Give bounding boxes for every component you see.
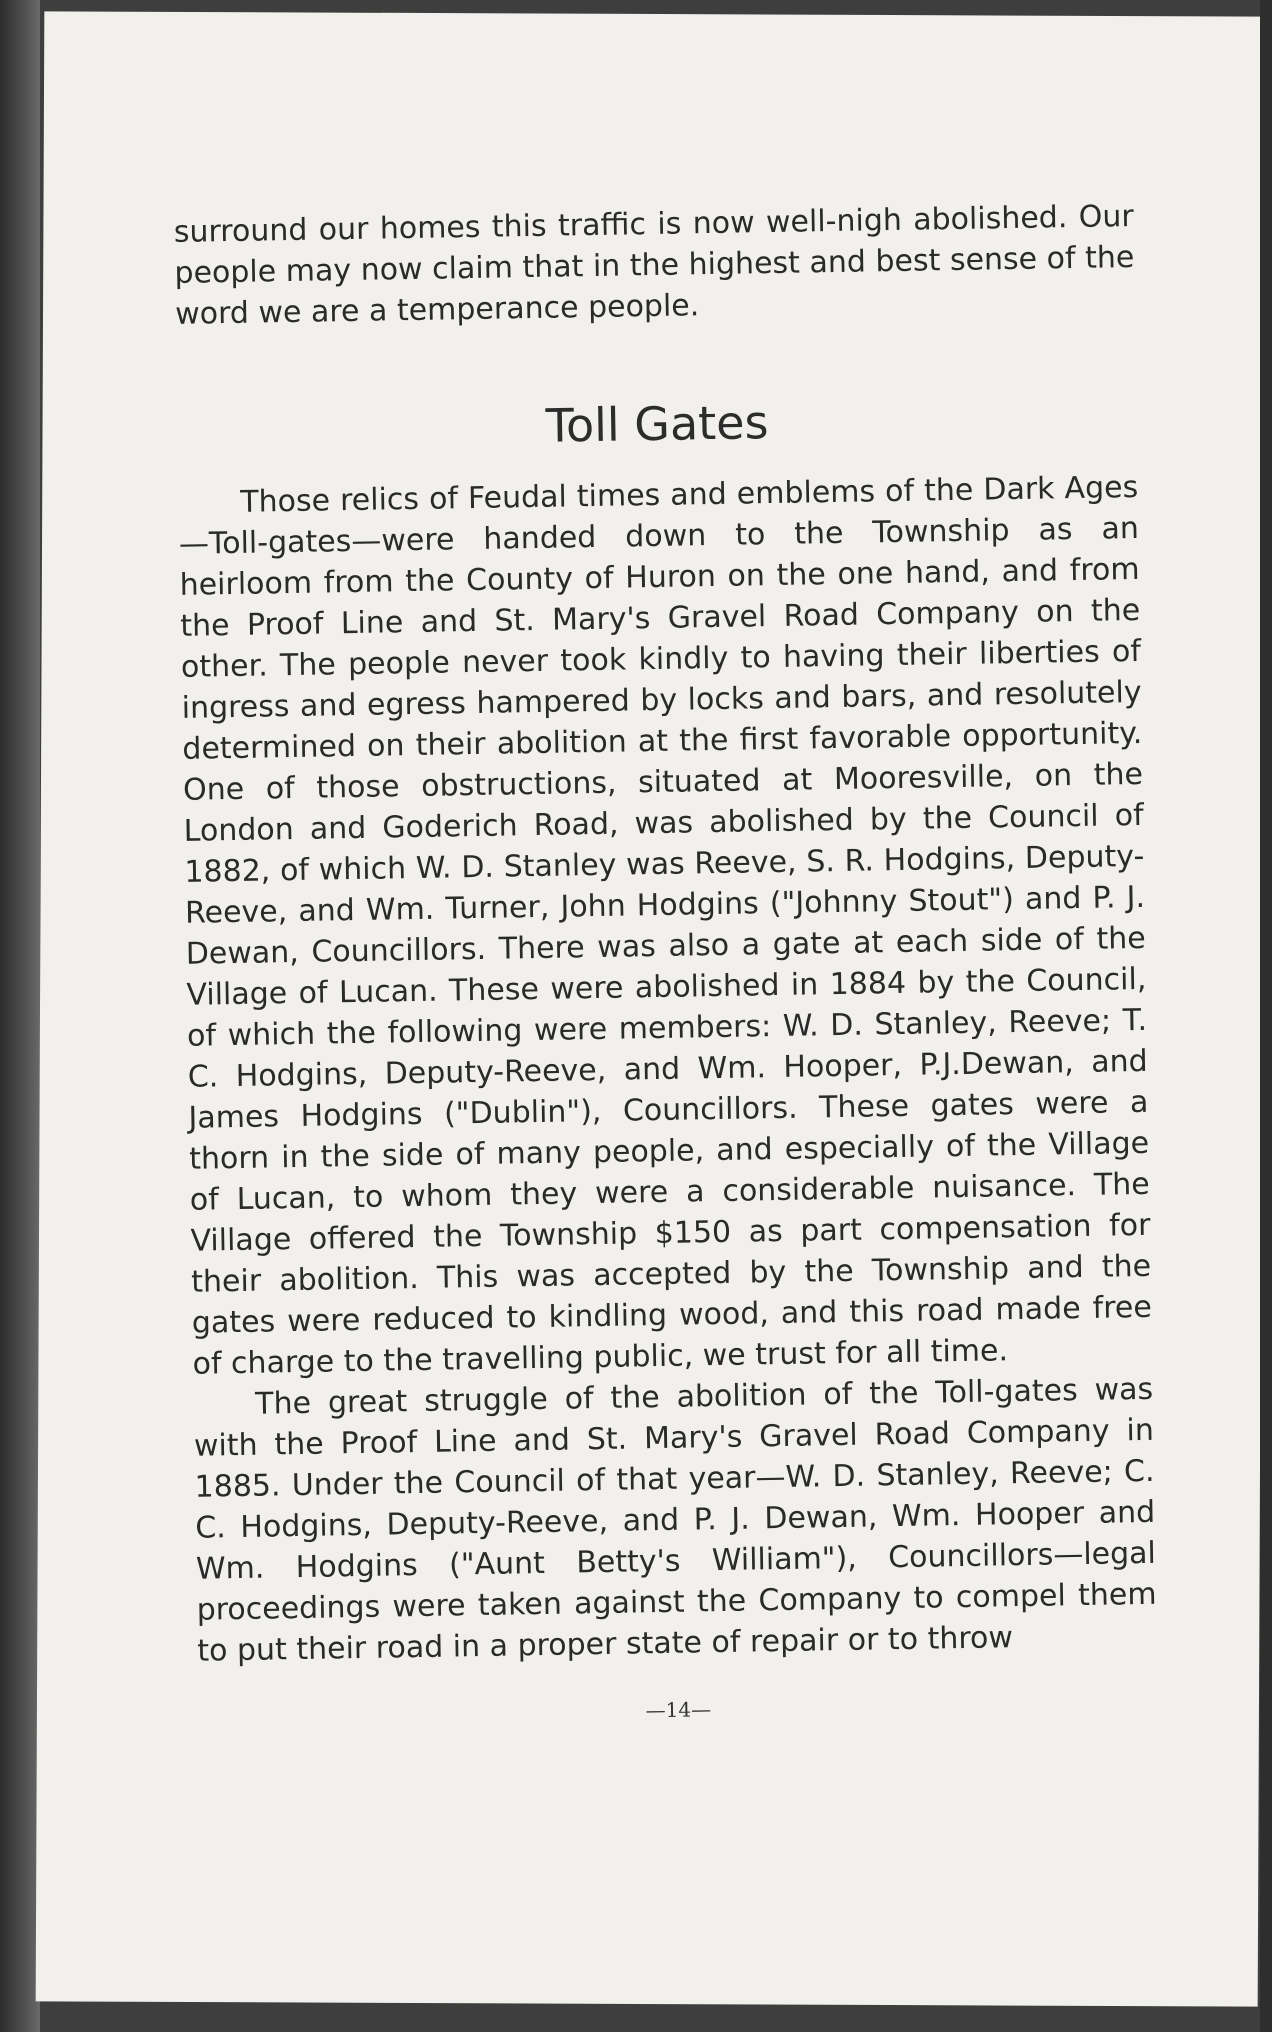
- book-spine-shadow: [0, 0, 40, 2032]
- opening-paragraph: surround our homes this traffic is now well-nigh abolished. Our people may now claim that in the highest and best sense of the word we are a temperance people.: [173, 198, 1135, 332]
- book-page: [36, 11, 1267, 2006]
- section-title: Toll Gates: [545, 395, 769, 453]
- body-paragraph-2: The great struggle of the abolition of the Toll-gates was with the Proof Line and St. Mary's Gravel Road Company in 1885. Under the Council of that year—W. D. Stanley, Reeve; C. C. Hodgins, Deputy-Reeve, and P. J. Dewan, Wm. Hooper and Wm. Hodgins ("Aunt Betty's William"), Councillors—legal proceedings were taken against the Company to compel them to put their road in a proper state of repair or to throw: [193, 1371, 1157, 1669]
- body-paragraph-1: Those relics of Feudal times and emblems of the Dark Ages—Toll-gates—were handed down to the Township as an heirloom from the County of Huron on the one hand, and from the Proof Line and St. Mary's Gravel Road Company on the other. The people never took kindly to having their liberties of ingress and egress hampered by locks and bars, and resolutely determined on their abolition at the first favorable opportunity. One of those obstructions, situated at Mooresville, on the London and Goderich Road, was abolished by the Council of 1882, of which W. D. Stanley was Reeve, S. R. Hodgins, Deputy-Reeve, and Wm. Turner, John Hodgins ("Johnny Stout") and P. J. Dewan, Councillors. There was also a gate at each side of the Village of Lucan. These were abolished in 1884 by the Council, of which the following were members: W. D. Stanley, Reeve; T. C. Hodgins, Deputy-Reeve, and Wm. Hooper, P.J.Dewan, and James Hodgins ("Dublin"), Councillors. These gates were a thorn in the side of many people, and especially of the Village of Lucan, to whom they were a considerable nuisance. The Village offered the Township $150 as part compensation for their abolition. This was accepted by the Township and the gates were reduced to kindling wood, and this road made free of charge to the travelling public, we trust for all time.: [178, 469, 1153, 1382]
- page-edge-shadow: [1260, 0, 1272, 2032]
- page-number: —14—: [645, 1697, 712, 1723]
- text-block: [173, 196, 1158, 1739]
